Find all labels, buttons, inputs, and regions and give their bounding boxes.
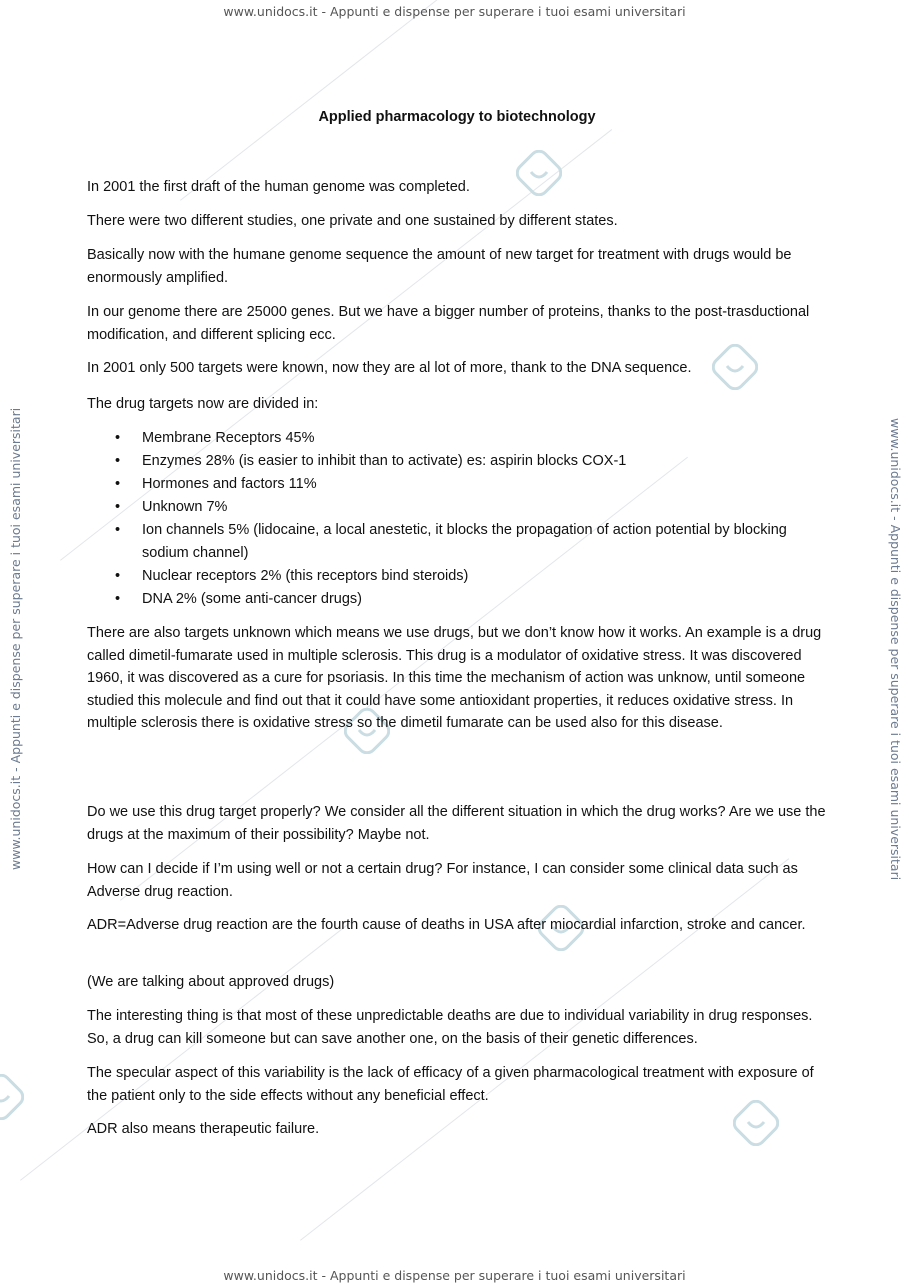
paragraph: There are also targets unknown which means we use drugs, but we don’t know how it works. An example is a drug called dimetil-fumarate used in multiple sclerosis. This drug is a modulator of oxidative stress. It was discovered 1960, it was discovered as a cure for psoriasis. In this time the mechanism of action was unknow, until someone studied this molecule and find out that it could have some antioxidant properties, it reduces oxidative stress. In multiple sclerosis there is oxidative stress so the dimetil fumarate can be used also for this disease. (87, 625, 822, 731)
watermark-header: www.unidocs.it - Appunti e dispense per superare i tuoi esami universitari (223, 4, 686, 19)
list-item: • Enzymes 28% (is easier to inhibit than to activate) es: aspirin blocks COX-1 (87, 450, 827, 473)
paragraph: Basically now with the humane genome sequence the amount of new target for treatment with drugs would be enormously amplified. (87, 247, 792, 286)
list-item: • Membrane Receptors 45% (87, 427, 827, 450)
paragraph: The interesting thing is that most of these unpredictable deaths are due to individual variability in drug responses. So, a drug can kill someone but can save another one, on the basis of their genetic differences. (87, 1008, 813, 1047)
drug-targets-list (87, 427, 827, 611)
paragraph: ADR also means therapeutic failure. (87, 1121, 320, 1137)
paragraph: ADR=Adverse drug reaction are the fourth cause of deaths in USA after miocardial infarction, stroke and cancer. (87, 917, 806, 933)
watermark-footer: www.unidocs.it - Appunti e dispense per superare i tuoi esami universitari (223, 1268, 686, 1283)
paragraph: In 2001 only 500 targets were known, now they are al lot of more, thank to the DNA sequence. (87, 360, 692, 376)
watermark-side-left: www.unidocs.it - Appunti e dispense per superare i tuoi esami universitari (8, 407, 23, 870)
document-title: Applied pharmacology to biotechnology (318, 109, 596, 125)
list-item: • Unknown 7% (87, 496, 827, 519)
watermark-line (20, 921, 352, 1180)
paragraph: How can I decide if I’m using well or not a certain drug? For instance, I can consider some clinical data such as Adverse drug reaction. (87, 861, 798, 900)
unidocs-logo-icon (0, 1074, 24, 1120)
watermark-line (180, 0, 653, 201)
paragraph: The specular aspect of this variability is the lack of efficacy of a given pharmacological treatment with exposure of the patient only to the side effects without any beneficial effect. (87, 1065, 814, 1104)
paragraph: (We are talking about approved drugs) (87, 974, 335, 990)
list-item: • Hormones and factors 11% (87, 473, 827, 496)
paragraph: Do we use this drug target properly? We consider all the different situation in which the drug works? Are we use the drugs at the maximum of their possibility? Maybe not. (87, 804, 826, 843)
paragraph: The drug targets now are divided in: (87, 396, 319, 412)
paragraph: In our genome there are 25000 genes. But we have a bigger number of proteins, thanks to the post-trasductional modification, and different splicing ecc. (87, 304, 810, 343)
list-item: • Ion channels 5% (lidocaine, a local anestetic, it blocks the propagation of action potential by blocking sodium channel) (87, 519, 827, 565)
list-item: • Nuclear receptors 2% (this receptors bind steroids) (87, 565, 827, 588)
paragraph: In 2001 the first draft of the human genome was completed. (87, 179, 470, 195)
paragraph: There were two different studies, one private and one sustained by different states. (87, 213, 618, 229)
list-item: • DNA 2% (some anti-cancer drugs) (87, 588, 827, 611)
watermark-side-right: www.unidocs.it - Appunti e dispense per superare i tuoi esami universitari (888, 418, 903, 881)
